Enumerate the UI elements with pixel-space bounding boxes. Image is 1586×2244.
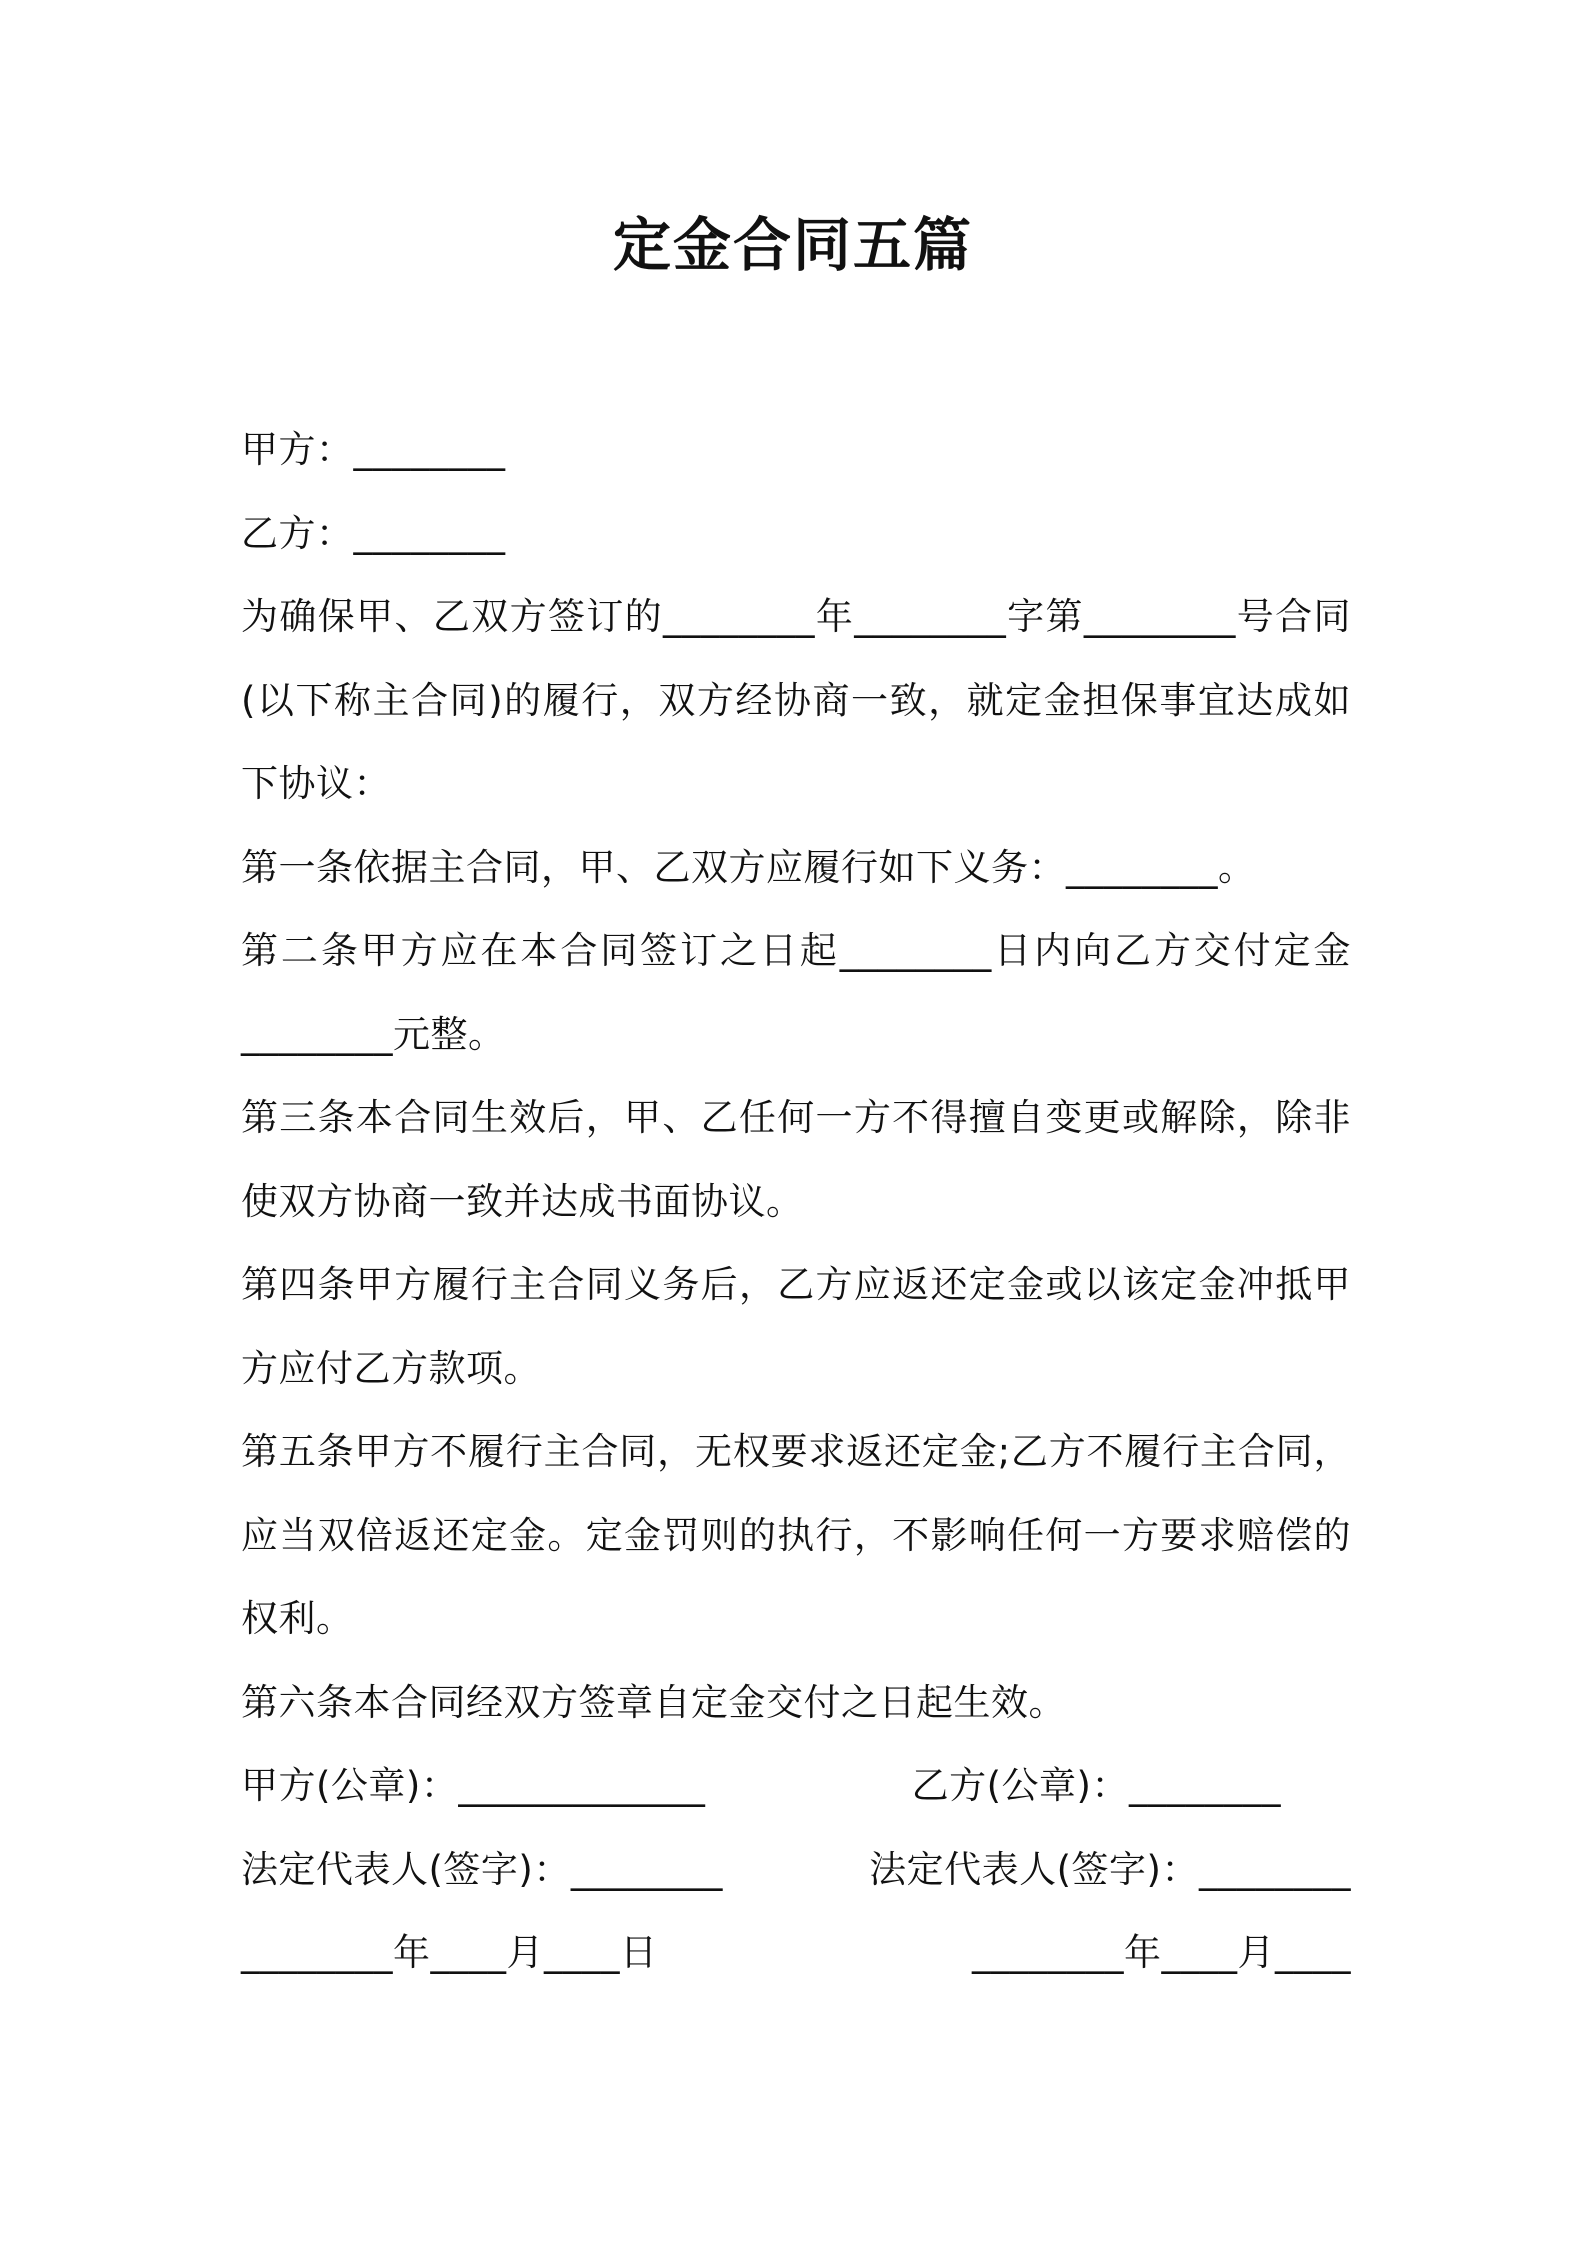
article-2: 第二条甲方应在本合同签订之日起________日内向乙方交付定金________元整。 — [241, 929, 1351, 1056]
document-title: 定金合同五篇 — [612, 211, 973, 279]
article-6: 第六条本合同经双方签章自定金交付之日起生效。 — [241, 1680, 1066, 1724]
party-a-seal: 甲方(公章)：_____________ — [241, 1764, 706, 1807]
signature-row-rep — [241, 1828, 1351, 1912]
article-3: 第三条本合同生效后，甲、乙任何一方不得擅自变更或解除，除非使双方协商一致并达成书面协议。 — [241, 1096, 1351, 1223]
article-5: 第五条甲方不履行主合同，无权要求返还定金;乙方不履行主合同，应当双倍返还定金。定金罚则的执行，不影响任何一方要求赔偿的权利。 — [241, 1430, 1351, 1640]
party-b-seal: 乙方(公章)：________ — [911, 1764, 1281, 1807]
party-b-representative: 法定代表人(签字)：________ — [869, 1847, 1351, 1891]
article-4: 第四条甲方履行主合同义务后，乙方应返还定金或以该定金冲抵甲方应付乙方款项。 — [241, 1263, 1351, 1390]
party-b-date: ________年____月____ — [972, 1931, 1351, 1974]
signature-row-seal — [241, 1744, 1351, 1828]
signature-row-date — [241, 1911, 1351, 1995]
preamble-paragraph: 为确保甲、乙双方签订的________年________字第________号合同(以下称主合同)的履行，双方经协商一致，就定金担保事宜达成如下协议： — [241, 595, 1351, 805]
party-b-line: 乙方：________ — [241, 511, 506, 555]
party-a-representative: 法定代表人(签字)：________ — [241, 1847, 723, 1891]
party-a-date: ________年____月____日 — [241, 1931, 658, 1974]
article-1: 第一条依据主合同，甲、乙双方应履行如下义务：________。 — [241, 845, 1256, 889]
party-a-line: 甲方：________ — [241, 428, 506, 471]
document-body — [241, 408, 1351, 1995]
